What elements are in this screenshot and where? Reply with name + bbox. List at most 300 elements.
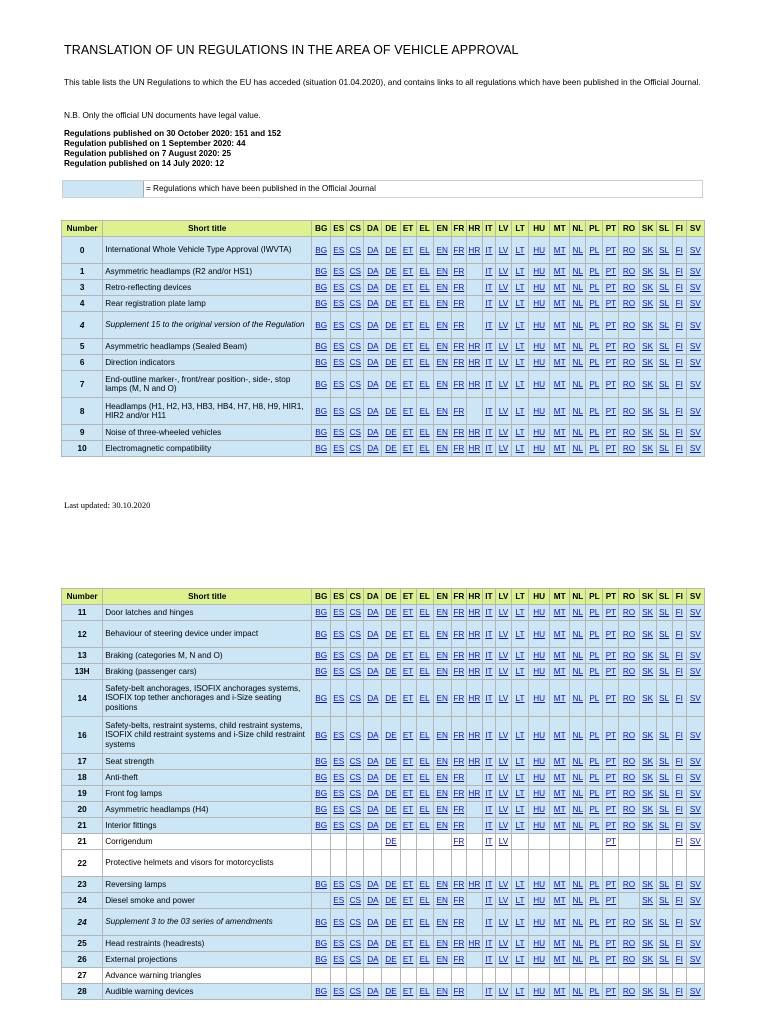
lang-link-hu[interactable]: HU (533, 789, 546, 798)
lang-link-mt[interactable]: MT (553, 955, 566, 964)
lang-link-es[interactable]: ES (333, 358, 345, 367)
lang-link-lv[interactable]: LV (498, 667, 509, 676)
lang-link-lv[interactable]: LV (498, 917, 509, 927)
lang-link-hu[interactable]: HU (533, 267, 546, 276)
lang-link-et[interactable]: ET (402, 693, 414, 703)
lang-link-sv[interactable]: SV (689, 730, 701, 740)
lang-link-bg[interactable]: BG (315, 651, 328, 660)
lang-link-pt[interactable]: PT (605, 245, 617, 255)
lang-link-et[interactable]: ET (402, 651, 414, 660)
lang-link-lt[interactable]: LT (515, 896, 525, 905)
lang-link-hr[interactable]: HR (468, 880, 481, 889)
lang-link-en[interactable]: EN (436, 917, 448, 927)
lang-link-mt[interactable]: MT (553, 667, 566, 676)
lang-link-hu[interactable]: HU (533, 342, 546, 351)
lang-link-sl[interactable]: SL (659, 773, 670, 782)
lang-link-hu[interactable]: HU (533, 917, 546, 927)
lang-link-hu[interactable]: HU (533, 245, 546, 255)
lang-link-de[interactable]: DE (385, 342, 397, 351)
lang-link-nl[interactable]: NL (572, 299, 584, 308)
lang-link-hr[interactable]: HR (468, 667, 481, 676)
lang-link-nl[interactable]: NL (572, 730, 584, 740)
lang-link-de[interactable]: DE (385, 358, 397, 367)
lang-link-sl[interactable]: SL (659, 267, 670, 276)
lang-link-sv[interactable]: SV (689, 651, 701, 660)
lang-link-en[interactable]: EN (436, 896, 448, 905)
lang-link-hr[interactable]: HR (468, 693, 481, 703)
lang-link-sk[interactable]: SK (642, 245, 654, 255)
lang-link-mt[interactable]: MT (553, 821, 566, 830)
lang-link-de[interactable]: DE (385, 987, 397, 996)
lang-link-lv[interactable]: LV (498, 320, 509, 330)
lang-link-et[interactable]: ET (402, 821, 414, 830)
lang-link-pl[interactable]: PL (589, 608, 600, 617)
lang-link-en[interactable]: EN (436, 821, 448, 830)
lang-link-sv[interactable]: SV (689, 629, 701, 639)
lang-link-sv[interactable]: SV (689, 939, 701, 948)
lang-link-fr[interactable]: FR (453, 821, 465, 830)
lang-link-en[interactable]: EN (436, 629, 448, 639)
lang-link-pt[interactable]: PT (605, 629, 617, 639)
lang-link-fi[interactable]: FI (675, 629, 683, 639)
lang-link-pl[interactable]: PL (589, 730, 600, 740)
lang-link-nl[interactable]: NL (572, 955, 584, 964)
lang-link-pl[interactable]: PL (589, 789, 600, 798)
lang-link-ro[interactable]: RO (622, 880, 636, 889)
lang-link-el[interactable]: EL (419, 730, 430, 740)
lang-link-en[interactable]: EN (436, 667, 448, 676)
lang-link-pt[interactable]: PT (605, 406, 617, 416)
lang-link-sk[interactable]: SK (642, 608, 654, 617)
lang-link-et[interactable]: ET (402, 880, 414, 889)
lang-link-nl[interactable]: NL (572, 757, 584, 766)
lang-link-it[interactable]: IT (485, 789, 493, 798)
lang-link-sv[interactable]: SV (689, 693, 701, 703)
lang-link-sv[interactable]: SV (689, 267, 701, 276)
lang-link-lt[interactable]: LT (515, 358, 525, 367)
lang-link-es[interactable]: ES (333, 773, 345, 782)
lang-link-it[interactable]: IT (485, 299, 493, 308)
lang-link-et[interactable]: ET (402, 379, 414, 389)
lang-link-it[interactable]: IT (485, 805, 493, 814)
lang-link-fr[interactable]: FR (453, 267, 465, 276)
lang-link-et[interactable]: ET (402, 773, 414, 782)
lang-link-fi[interactable]: FI (675, 267, 683, 276)
lang-link-et[interactable]: ET (402, 342, 414, 351)
lang-link-mt[interactable]: MT (553, 608, 566, 617)
lang-link-fi[interactable]: FI (675, 245, 683, 255)
lang-link-sl[interactable]: SL (659, 821, 670, 830)
lang-link-de[interactable]: DE (385, 917, 397, 927)
lang-link-et[interactable]: ET (402, 299, 414, 308)
lang-link-nl[interactable]: NL (572, 608, 584, 617)
lang-link-sv[interactable]: SV (689, 342, 701, 351)
lang-link-pt[interactable]: PT (605, 320, 617, 330)
lang-link-es[interactable]: ES (333, 651, 345, 660)
lang-link-sv[interactable]: SV (689, 608, 701, 617)
lang-link-fi[interactable]: FI (675, 821, 683, 830)
lang-link-mt[interactable]: MT (553, 629, 566, 639)
lang-link-lv[interactable]: LV (498, 267, 509, 276)
lang-link-fr[interactable]: FR (453, 987, 465, 996)
lang-link-el[interactable]: EL (419, 444, 430, 453)
lang-link-cs[interactable]: CS (349, 773, 362, 782)
lang-link-sl[interactable]: SL (659, 757, 670, 766)
lang-link-el[interactable]: EL (419, 757, 430, 766)
lang-link-sl[interactable]: SL (659, 358, 670, 367)
lang-link-ro[interactable]: RO (622, 773, 636, 782)
lang-link-sk[interactable]: SK (642, 693, 654, 703)
lang-link-es[interactable]: ES (333, 693, 345, 703)
lang-link-pl[interactable]: PL (589, 299, 600, 308)
lang-link-lv[interactable]: LV (498, 987, 509, 996)
lang-link-nl[interactable]: NL (572, 267, 584, 276)
lang-link-da[interactable]: DA (367, 730, 379, 740)
lang-link-lv[interactable]: LV (498, 880, 509, 889)
lang-link-hu[interactable]: HU (533, 283, 546, 292)
lang-link-el[interactable]: EL (419, 358, 430, 367)
lang-link-da[interactable]: DA (367, 896, 379, 905)
lang-link-ro[interactable]: RO (622, 667, 636, 676)
lang-link-it[interactable]: IT (485, 773, 493, 782)
lang-link-fr[interactable]: FR (453, 358, 465, 367)
lang-link-pt[interactable]: PT (605, 342, 617, 351)
lang-link-ro[interactable]: RO (622, 342, 636, 351)
lang-link-da[interactable]: DA (367, 651, 379, 660)
lang-link-hu[interactable]: HU (533, 608, 546, 617)
lang-link-nl[interactable]: NL (572, 629, 584, 639)
lang-link-et[interactable]: ET (402, 805, 414, 814)
lang-link-lv[interactable]: LV (498, 651, 509, 660)
lang-link-hr[interactable]: HR (468, 789, 481, 798)
lang-link-en[interactable]: EN (436, 320, 448, 330)
lang-link-it[interactable]: IT (485, 283, 493, 292)
lang-link-da[interactable]: DA (367, 428, 379, 437)
lang-link-mt[interactable]: MT (553, 693, 566, 703)
lang-link-pt[interactable]: PT (605, 821, 617, 830)
lang-link-fr[interactable]: FR (453, 342, 465, 351)
lang-link-ro[interactable]: RO (622, 939, 636, 948)
lang-link-lv[interactable]: LV (498, 342, 509, 351)
lang-link-ro[interactable]: RO (622, 917, 636, 927)
lang-link-et[interactable]: ET (402, 789, 414, 798)
lang-link-hr[interactable]: HR (468, 428, 481, 437)
lang-link-sl[interactable]: SL (659, 955, 670, 964)
lang-link-it[interactable]: IT (485, 406, 493, 416)
lang-link-fr[interactable]: FR (453, 608, 465, 617)
lang-link-en[interactable]: EN (436, 342, 448, 351)
lang-link-hr[interactable]: HR (468, 245, 481, 255)
lang-link-sk[interactable]: SK (642, 629, 654, 639)
lang-link-pt[interactable]: PT (605, 939, 617, 948)
lang-link-hu[interactable]: HU (533, 821, 546, 830)
lang-link-hu[interactable]: HU (533, 651, 546, 660)
lang-link-hu[interactable]: HU (533, 358, 546, 367)
lang-link-ro[interactable]: RO (622, 358, 636, 367)
lang-link-lv[interactable]: LV (498, 730, 509, 740)
lang-link-lv[interactable]: LV (498, 629, 509, 639)
lang-link-mt[interactable]: MT (553, 428, 566, 437)
lang-link-hu[interactable]: HU (533, 299, 546, 308)
lang-link-mt[interactable]: MT (553, 939, 566, 948)
lang-link-sv[interactable]: SV (689, 245, 701, 255)
lang-link-fi[interactable]: FI (675, 939, 683, 948)
lang-link-de[interactable]: DE (385, 837, 397, 846)
lang-link-fr[interactable]: FR (453, 773, 465, 782)
lang-link-sk[interactable]: SK (642, 358, 654, 367)
lang-link-pt[interactable]: PT (605, 880, 617, 889)
lang-link-cs[interactable]: CS (349, 608, 362, 617)
lang-link-bg[interactable]: BG (315, 880, 328, 889)
lang-link-pl[interactable]: PL (589, 880, 600, 889)
lang-link-hu[interactable]: HU (533, 757, 546, 766)
lang-link-hu[interactable]: HU (533, 629, 546, 639)
lang-link-sv[interactable]: SV (689, 821, 701, 830)
lang-link-el[interactable]: EL (419, 608, 430, 617)
lang-link-it[interactable]: IT (485, 629, 493, 639)
lang-link-bg[interactable]: BG (315, 693, 328, 703)
lang-link-el[interactable]: EL (419, 428, 430, 437)
lang-link-de[interactable]: DE (385, 773, 397, 782)
lang-link-hu[interactable]: HU (533, 773, 546, 782)
lang-link-cs[interactable]: CS (349, 342, 362, 351)
lang-link-fi[interactable]: FI (675, 757, 683, 766)
lang-link-el[interactable]: EL (419, 789, 430, 798)
lang-link-el[interactable]: EL (419, 805, 430, 814)
lang-link-ro[interactable]: RO (622, 629, 636, 639)
lang-link-sv[interactable]: SV (689, 406, 701, 416)
lang-link-pl[interactable]: PL (589, 667, 600, 676)
lang-link-pt[interactable]: PT (605, 987, 617, 996)
lang-link-et[interactable]: ET (402, 629, 414, 639)
lang-link-sv[interactable]: SV (689, 428, 701, 437)
lang-link-sl[interactable]: SL (659, 444, 670, 453)
lang-link-pt[interactable]: PT (605, 805, 617, 814)
lang-link-pl[interactable]: PL (589, 773, 600, 782)
lang-link-es[interactable]: ES (333, 667, 345, 676)
lang-link-ro[interactable]: RO (622, 821, 636, 830)
lang-link-pl[interactable]: PL (589, 245, 600, 255)
lang-link-cs[interactable]: CS (349, 320, 362, 330)
lang-link-es[interactable]: ES (333, 245, 345, 255)
lang-link-et[interactable]: ET (402, 358, 414, 367)
lang-link-bg[interactable]: BG (315, 379, 328, 389)
lang-link-it[interactable]: IT (485, 651, 493, 660)
lang-link-lv[interactable]: LV (498, 299, 509, 308)
lang-link-fi[interactable]: FI (675, 693, 683, 703)
lang-link-en[interactable]: EN (436, 283, 448, 292)
lang-link-nl[interactable]: NL (572, 444, 584, 453)
lang-link-pt[interactable]: PT (605, 283, 617, 292)
lang-link-sk[interactable]: SK (642, 773, 654, 782)
lang-link-sv[interactable]: SV (689, 757, 701, 766)
lang-link-en[interactable]: EN (436, 987, 448, 996)
lang-link-nl[interactable]: NL (572, 880, 584, 889)
lang-link-de[interactable]: DE (385, 320, 397, 330)
lang-link-pt[interactable]: PT (605, 789, 617, 798)
lang-link-hr[interactable]: HR (468, 939, 481, 948)
lang-link-de[interactable]: DE (385, 693, 397, 703)
lang-link-nl[interactable]: NL (572, 821, 584, 830)
lang-link-pl[interactable]: PL (589, 629, 600, 639)
lang-link-it[interactable]: IT (485, 837, 493, 846)
lang-link-lt[interactable]: LT (515, 245, 525, 255)
lang-link-hu[interactable]: HU (533, 939, 546, 948)
lang-link-cs[interactable]: CS (349, 917, 362, 927)
lang-link-cs[interactable]: CS (349, 267, 362, 276)
lang-link-de[interactable]: DE (385, 821, 397, 830)
lang-link-lv[interactable]: LV (498, 428, 509, 437)
lang-link-bg[interactable]: BG (315, 342, 328, 351)
lang-link-sv[interactable]: SV (689, 773, 701, 782)
lang-link-mt[interactable]: MT (553, 896, 566, 905)
lang-link-it[interactable]: IT (485, 428, 493, 437)
lang-link-ro[interactable]: RO (622, 299, 636, 308)
lang-link-sk[interactable]: SK (642, 379, 654, 389)
lang-link-bg[interactable]: BG (315, 773, 328, 782)
lang-link-de[interactable]: DE (385, 608, 397, 617)
lang-link-mt[interactable]: MT (553, 299, 566, 308)
lang-link-fi[interactable]: FI (675, 428, 683, 437)
lang-link-hu[interactable]: HU (533, 880, 546, 889)
lang-link-pl[interactable]: PL (589, 406, 600, 416)
lang-link-da[interactable]: DA (367, 629, 379, 639)
lang-link-sk[interactable]: SK (642, 896, 654, 905)
lang-link-da[interactable]: DA (367, 299, 379, 308)
lang-link-es[interactable]: ES (333, 789, 345, 798)
lang-link-mt[interactable]: MT (553, 320, 566, 330)
lang-link-ro[interactable]: RO (622, 757, 636, 766)
lang-link-hu[interactable]: HU (533, 428, 546, 437)
lang-link-es[interactable]: ES (333, 444, 345, 453)
lang-link-es[interactable]: ES (333, 805, 345, 814)
lang-link-sv[interactable]: SV (689, 789, 701, 798)
lang-link-hr[interactable]: HR (468, 757, 481, 766)
lang-link-bg[interactable]: BG (315, 939, 328, 948)
lang-link-pl[interactable]: PL (589, 805, 600, 814)
lang-link-sl[interactable]: SL (659, 805, 670, 814)
lang-link-mt[interactable]: MT (553, 444, 566, 453)
lang-link-sk[interactable]: SK (642, 283, 654, 292)
lang-link-sv[interactable]: SV (689, 896, 701, 905)
lang-link-en[interactable]: EN (436, 245, 448, 255)
lang-link-ro[interactable]: RO (622, 608, 636, 617)
lang-link-lt[interactable]: LT (515, 880, 525, 889)
lang-link-da[interactable]: DA (367, 283, 379, 292)
lang-link-de[interactable]: DE (385, 667, 397, 676)
lang-link-cs[interactable]: CS (349, 789, 362, 798)
lang-link-lv[interactable]: LV (498, 693, 509, 703)
lang-link-fr[interactable]: FR (453, 939, 465, 948)
lang-link-pl[interactable]: PL (589, 987, 600, 996)
lang-link-mt[interactable]: MT (553, 917, 566, 927)
lang-link-da[interactable]: DA (367, 693, 379, 703)
lang-link-sv[interactable]: SV (689, 837, 701, 846)
lang-link-hu[interactable]: HU (533, 667, 546, 676)
lang-link-el[interactable]: EL (419, 379, 430, 389)
lang-link-sk[interactable]: SK (642, 757, 654, 766)
lang-link-cs[interactable]: CS (349, 821, 362, 830)
lang-link-da[interactable]: DA (367, 917, 379, 927)
lang-link-en[interactable]: EN (436, 880, 448, 889)
lang-link-sk[interactable]: SK (642, 917, 654, 927)
lang-link-bg[interactable]: BG (315, 267, 328, 276)
lang-link-bg[interactable]: BG (315, 358, 328, 367)
lang-link-sl[interactable]: SL (659, 880, 670, 889)
lang-link-pl[interactable]: PL (589, 379, 600, 389)
lang-link-ro[interactable]: RO (622, 245, 636, 255)
lang-link-pt[interactable]: PT (605, 773, 617, 782)
lang-link-fr[interactable]: FR (453, 379, 465, 389)
lang-link-it[interactable]: IT (485, 358, 493, 367)
lang-link-et[interactable]: ET (402, 955, 414, 964)
lang-link-it[interactable]: IT (485, 342, 493, 351)
lang-link-fi[interactable]: FI (675, 773, 683, 782)
lang-link-es[interactable]: ES (333, 608, 345, 617)
lang-link-el[interactable]: EL (419, 987, 430, 996)
lang-link-es[interactable]: ES (333, 283, 345, 292)
lang-link-sl[interactable]: SL (659, 299, 670, 308)
lang-link-pl[interactable]: PL (589, 283, 600, 292)
lang-link-es[interactable]: ES (333, 821, 345, 830)
lang-link-it[interactable]: IT (485, 320, 493, 330)
lang-link-nl[interactable]: NL (572, 358, 584, 367)
lang-link-cs[interactable]: CS (349, 428, 362, 437)
lang-link-el[interactable]: EL (419, 773, 430, 782)
lang-link-es[interactable]: ES (333, 880, 345, 889)
lang-link-fr[interactable]: FR (453, 406, 465, 416)
lang-link-hu[interactable]: HU (533, 730, 546, 740)
lang-link-el[interactable]: EL (419, 299, 430, 308)
lang-link-cs[interactable]: CS (349, 667, 362, 676)
lang-link-sk[interactable]: SK (642, 428, 654, 437)
lang-link-pt[interactable]: PT (605, 608, 617, 617)
lang-link-mt[interactable]: MT (553, 757, 566, 766)
lang-link-pl[interactable]: PL (589, 757, 600, 766)
lang-link-nl[interactable]: NL (572, 805, 584, 814)
lang-link-lt[interactable]: LT (515, 821, 525, 830)
lang-link-lv[interactable]: LV (498, 821, 509, 830)
lang-link-mt[interactable]: MT (553, 987, 566, 996)
lang-link-de[interactable]: DE (385, 896, 397, 905)
lang-link-fi[interactable]: FI (675, 358, 683, 367)
lang-link-it[interactable]: IT (485, 444, 493, 453)
lang-link-fr[interactable]: FR (453, 880, 465, 889)
lang-link-nl[interactable]: NL (572, 342, 584, 351)
lang-link-sk[interactable]: SK (642, 267, 654, 276)
lang-link-fi[interactable]: FI (675, 342, 683, 351)
lang-link-de[interactable]: DE (385, 406, 397, 416)
lang-link-hu[interactable]: HU (533, 693, 546, 703)
lang-link-fr[interactable]: FR (453, 428, 465, 437)
lang-link-pt[interactable]: PT (605, 428, 617, 437)
lang-link-fr[interactable]: FR (453, 917, 465, 927)
lang-link-lt[interactable]: LT (515, 955, 525, 964)
lang-link-mt[interactable]: MT (553, 358, 566, 367)
lang-link-sk[interactable]: SK (642, 299, 654, 308)
lang-link-sv[interactable]: SV (689, 444, 701, 453)
lang-link-fi[interactable]: FI (675, 837, 683, 846)
lang-link-it[interactable]: IT (485, 757, 493, 766)
lang-link-it[interactable]: IT (485, 939, 493, 948)
lang-link-pt[interactable]: PT (605, 444, 617, 453)
lang-link-es[interactable]: ES (333, 267, 345, 276)
lang-link-pt[interactable]: PT (605, 299, 617, 308)
lang-link-sk[interactable]: SK (642, 320, 654, 330)
lang-link-sk[interactable]: SK (642, 955, 654, 964)
lang-link-mt[interactable]: MT (553, 789, 566, 798)
lang-link-fi[interactable]: FI (675, 651, 683, 660)
